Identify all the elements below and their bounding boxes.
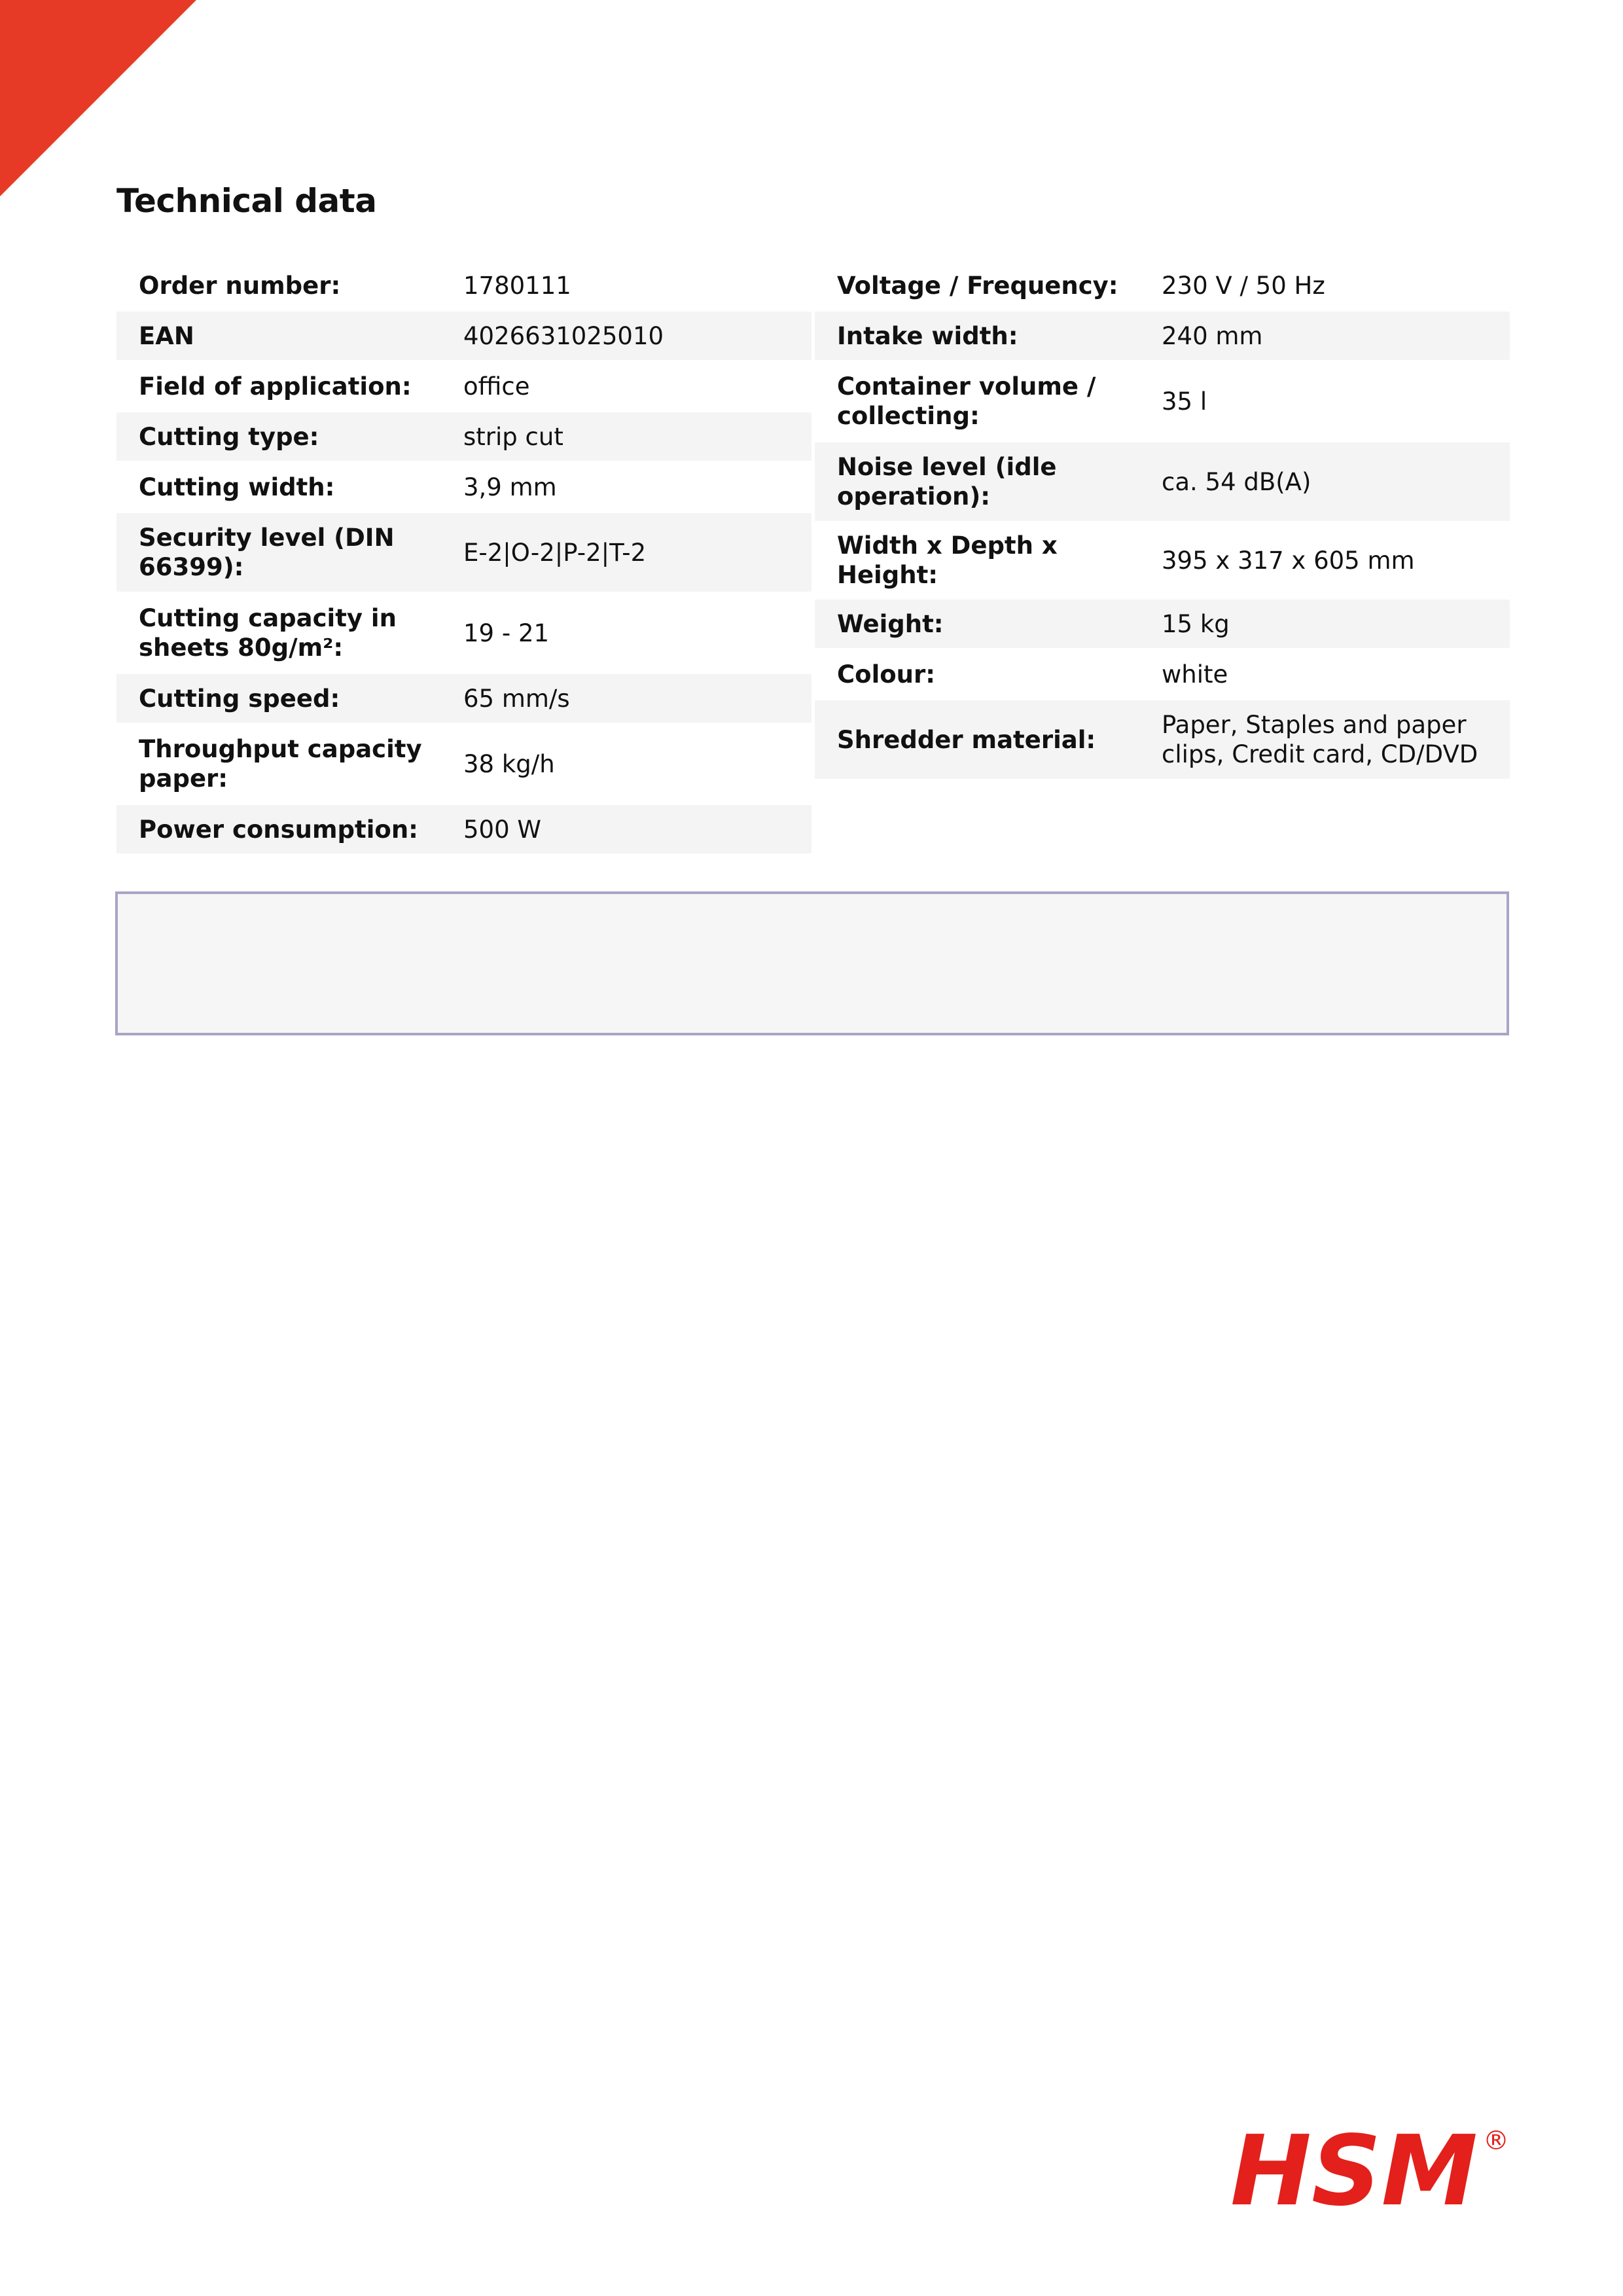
spec-label: Field of application:: [139, 372, 412, 401]
empty-note-box: [115, 891, 1509, 1035]
spec-label: Cutting type:: [139, 422, 319, 451]
spec-table-right: [815, 261, 1510, 779]
spec-value: 38 kg/h: [463, 749, 555, 778]
spec-row-throughput-capacity: [116, 725, 812, 803]
spec-value: 395 x 317 x 605 mm: [1162, 546, 1415, 575]
spec-label: Shredder material:: [837, 725, 1096, 754]
spec-row-cutting-speed: [116, 674, 812, 723]
spec-value: 19 - 21: [463, 619, 550, 647]
spec-row-weight: [815, 600, 1510, 648]
spec-label: Power consumption:: [139, 815, 418, 844]
spec-value: 35 l: [1162, 387, 1207, 416]
spec-value: strip cut: [463, 422, 563, 451]
spec-label: Intake width:: [837, 321, 1018, 350]
spec-label: Cutting capacity in sheets 80g/m²:: [139, 604, 397, 662]
hsm-logo-text: HSM: [1230, 2121, 1478, 2219]
page-title: Technical data: [116, 182, 377, 220]
spec-value: Paper, Staples and paper clips, Credit card, CD/DVD: [1162, 711, 1478, 768]
spec-row-ean: [116, 312, 812, 360]
spec-label: Noise level (idle operation):: [837, 453, 1057, 511]
spec-value: 15 kg: [1162, 609, 1230, 638]
spec-row-intake-width: [815, 312, 1510, 360]
spec-row-dimensions: [815, 523, 1510, 598]
spec-value: E-2|O-2|P-2|T-2: [463, 538, 647, 567]
spec-value: ca. 54 dB(A): [1162, 467, 1311, 496]
spec-label: Weight:: [837, 609, 944, 638]
spec-row-order-number: [116, 261, 812, 310]
spec-row-voltage-frequency: [815, 261, 1510, 310]
spec-value: 230 V / 50 Hz: [1162, 271, 1325, 300]
spec-row-colour: [815, 650, 1510, 698]
spec-value: 240 mm: [1162, 321, 1263, 350]
spec-row-cutting-type: [116, 412, 812, 461]
registered-mark: ®: [1483, 2126, 1509, 2156]
spec-value: 500 W: [463, 815, 541, 844]
spec-row-noise-level: [815, 442, 1510, 521]
spec-row-power-consumption: [116, 805, 812, 853]
spec-label: Order number:: [139, 271, 341, 300]
spec-label: Colour:: [837, 660, 936, 689]
spec-value: 1780111: [463, 271, 571, 300]
spec-row-container-volume: [815, 362, 1510, 440]
corner-accent-triangle: [0, 0, 196, 196]
hsm-logo: [1230, 2121, 1512, 2219]
spec-row-cutting-width: [116, 463, 812, 511]
spec-row-field-of-application: [116, 362, 812, 410]
spec-value: white: [1162, 660, 1228, 689]
spec-label: Cutting width:: [139, 473, 335, 501]
spec-label: Cutting speed:: [139, 684, 340, 713]
spec-label: Container volume / collecting:: [837, 372, 1096, 430]
spec-value: 3,9 mm: [463, 473, 557, 501]
spec-value: office: [463, 372, 530, 401]
spec-label: EAN: [139, 321, 194, 350]
spec-value: 4026631025010: [463, 321, 664, 350]
spec-table-left: [116, 261, 812, 853]
spec-value: 65 mm/s: [463, 684, 570, 713]
spec-label: Voltage / Frequency:: [837, 271, 1118, 300]
spec-label: Throughput capacity paper:: [139, 735, 422, 793]
spec-label: Security level (DIN 66399):: [139, 524, 395, 581]
spec-label: Width x Depth x Height:: [837, 531, 1058, 589]
spec-row-shredder-material: [815, 700, 1510, 779]
spec-row-cutting-capacity: [116, 594, 812, 672]
spec-row-security-level: [116, 513, 812, 592]
